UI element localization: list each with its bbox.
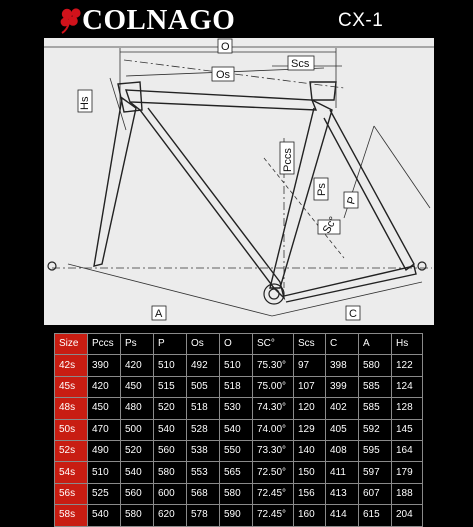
table-row <box>55 419 423 440</box>
table-cell: 408 <box>326 440 359 461</box>
table-cell: 585 <box>359 376 392 397</box>
model-name: CX-1 <box>338 10 384 31</box>
size-cell: 58s <box>55 505 88 526</box>
table-cell: 500 <box>121 419 154 440</box>
header-cell: Scs <box>294 334 326 355</box>
table-cell: 72.45° <box>253 505 294 526</box>
header <box>0 0 473 38</box>
table-cell: 128 <box>392 398 423 419</box>
table-cell: 140 <box>294 440 326 461</box>
table-cell: 540 <box>154 419 187 440</box>
table-cell: 540 <box>88 505 121 526</box>
table-cell: 179 <box>392 462 423 483</box>
table-row <box>55 483 423 504</box>
table-cell: 398 <box>326 355 359 376</box>
table-cell: 72.45° <box>253 483 294 504</box>
geometry-table-body <box>55 334 423 527</box>
table-cell: 145 <box>392 419 423 440</box>
table-header-row <box>55 334 423 355</box>
table-cell: 607 <box>359 483 392 504</box>
label-scs: Scs <box>291 58 310 70</box>
table-cell: 510 <box>220 355 253 376</box>
table-cell: 73.30° <box>253 440 294 461</box>
table-cell: 540 <box>220 419 253 440</box>
table-cell: 150 <box>294 462 326 483</box>
header-cell: Hs <box>392 334 423 355</box>
table-cell: 204 <box>392 505 423 526</box>
header-cell: C <box>326 334 359 355</box>
table-cell: 518 <box>220 376 253 397</box>
header-cell: Ps <box>121 334 154 355</box>
table-cell: 525 <box>88 483 121 504</box>
table-cell: 518 <box>187 398 220 419</box>
header-cell: P <box>154 334 187 355</box>
table-cell: 580 <box>154 462 187 483</box>
size-cell: 48s <box>55 398 88 419</box>
size-cell: 54s <box>55 462 88 483</box>
table-cell: 75.30° <box>253 355 294 376</box>
table-cell: 74.30° <box>253 398 294 419</box>
label-pccs: Pccs <box>282 148 294 172</box>
table-cell: 578 <box>187 505 220 526</box>
table-cell: 413 <box>326 483 359 504</box>
frame-drawing <box>44 38 434 325</box>
table-cell: 580 <box>220 483 253 504</box>
size-cell: 50s <box>55 419 88 440</box>
table-cell: 450 <box>121 376 154 397</box>
colnago-logo <box>58 4 268 36</box>
table-cell: 528 <box>187 419 220 440</box>
table-cell: 411 <box>326 462 359 483</box>
table-row <box>55 355 423 376</box>
table-cell: 585 <box>359 398 392 419</box>
table-cell: 480 <box>121 398 154 419</box>
table-cell: 615 <box>359 505 392 526</box>
frame-geometry-diagram <box>44 38 434 325</box>
table-cell: 515 <box>154 376 187 397</box>
table-cell: 510 <box>154 355 187 376</box>
table-cell: 188 <box>392 483 423 504</box>
table-cell: 538 <box>187 440 220 461</box>
table-row <box>55 376 423 397</box>
table-cell: 97 <box>294 355 326 376</box>
header-cell: Pccs <box>88 334 121 355</box>
size-cell: 45s <box>55 376 88 397</box>
table-cell: 164 <box>392 440 423 461</box>
table-cell: 530 <box>220 398 253 419</box>
table-cell: 560 <box>154 440 187 461</box>
table-cell: 414 <box>326 505 359 526</box>
table-cell: 597 <box>359 462 392 483</box>
table-cell: 156 <box>294 483 326 504</box>
label-o: O <box>221 41 230 53</box>
table-cell: 160 <box>294 505 326 526</box>
table-cell: 129 <box>294 419 326 440</box>
table-cell: 580 <box>359 355 392 376</box>
table-row <box>55 440 423 461</box>
table-cell: 595 <box>359 440 392 461</box>
table-cell: 620 <box>154 505 187 526</box>
table-cell: 565 <box>220 462 253 483</box>
table-cell: 74.00° <box>253 419 294 440</box>
label-sc: Sc° <box>320 214 340 236</box>
brand-name: COLNAGO <box>82 4 236 36</box>
table-cell: 520 <box>154 398 187 419</box>
table-cell: 107 <box>294 376 326 397</box>
table-cell: 490 <box>88 440 121 461</box>
label-p: P <box>345 195 359 206</box>
table-cell: 402 <box>326 398 359 419</box>
table-cell: 72.50° <box>253 462 294 483</box>
table-cell: 390 <box>88 355 121 376</box>
table-row <box>55 505 423 526</box>
table-cell: 568 <box>187 483 220 504</box>
header-cell: A <box>359 334 392 355</box>
table-cell: 122 <box>392 355 423 376</box>
table-cell: 470 <box>88 419 121 440</box>
geometry-table <box>54 333 422 527</box>
header-cell: O <box>220 334 253 355</box>
clover-logo-icon <box>58 6 84 34</box>
size-cell: 42s <box>55 355 88 376</box>
size-cell: 52s <box>55 440 88 461</box>
frame-tubes <box>94 82 416 302</box>
table-cell: 553 <box>187 462 220 483</box>
label-c: C <box>349 308 357 320</box>
label-os: Os <box>216 69 231 81</box>
table-cell: 450 <box>88 398 121 419</box>
table-cell: 75.00° <box>253 376 294 397</box>
table-cell: 510 <box>88 462 121 483</box>
table-cell: 505 <box>187 376 220 397</box>
header-cell: SC° <box>253 334 294 355</box>
table-cell: 420 <box>121 355 154 376</box>
table-cell: 399 <box>326 376 359 397</box>
label-a: A <box>155 308 163 320</box>
table-cell: 520 <box>121 440 154 461</box>
table-cell: 492 <box>187 355 220 376</box>
table-cell: 592 <box>359 419 392 440</box>
table-row <box>55 398 423 419</box>
table-cell: 540 <box>121 462 154 483</box>
table-cell: 405 <box>326 419 359 440</box>
table-cell: 580 <box>121 505 154 526</box>
size-cell: 56s <box>55 483 88 504</box>
label-hs: Hs <box>79 96 91 110</box>
label-ps: Ps <box>316 183 328 196</box>
dimension-lines <box>44 47 434 316</box>
table-cell: 560 <box>121 483 154 504</box>
table-cell: 550 <box>220 440 253 461</box>
table-cell: 420 <box>88 376 121 397</box>
table-cell: 590 <box>220 505 253 526</box>
table-row <box>55 462 423 483</box>
header-cell: Os <box>187 334 220 355</box>
table-cell: 600 <box>154 483 187 504</box>
header-cell-size: Size <box>55 334 88 355</box>
table-cell: 124 <box>392 376 423 397</box>
table-cell: 120 <box>294 398 326 419</box>
